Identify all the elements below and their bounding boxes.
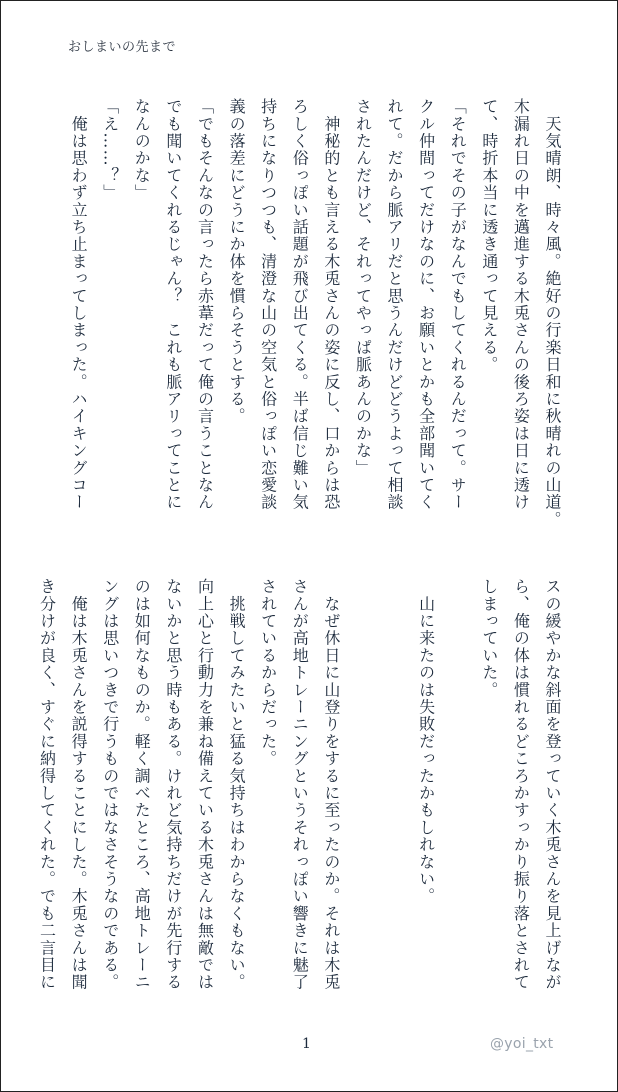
text-line	[347, 578, 379, 998]
text-line: 「え……？」	[100, 98, 120, 202]
text-line: き分けが良く、すぐに納得してくれた。でも二言目に	[37, 578, 57, 991]
text-line: れて。だから脈アリだと思うんだけどどうよって相談	[385, 98, 405, 511]
text-line: スの緩やかな斜面を登っていく木兎さんを見上げなが	[543, 578, 562, 991]
text-line: 持ちになりつつも、清澄な山の空気と俗っぽい恋愛談	[258, 98, 278, 511]
text-line: 俺は木兎さんを説得することにした。木兎さんは聞	[69, 578, 89, 991]
text-line: ングは思いつきで行うものではなさそうなのである。	[100, 578, 120, 991]
text-line: されたんだけど、それってやっぱ脈あんのかな」	[353, 98, 373, 477]
text-line: なんのかな」	[132, 98, 152, 202]
text-line: さんが高地トレーニングというそれっぽい響きに魅了	[290, 578, 310, 991]
text-line: 向上心と行動力を兼ね備えている木兎さんは無敵では	[195, 578, 215, 991]
text-line: されているからだった。	[258, 578, 278, 768]
text-line: クル仲間ってだけなのに、お願いとかも全部聞いてく	[416, 98, 436, 511]
body-text-lower	[31, 578, 568, 998]
text-line: 「それでその子がなんでもしてくれるんだって。サー	[448, 98, 468, 511]
text-line: 山に来たのは失敗だったかもしれない。	[416, 578, 436, 905]
text-line: 神秘的とも言える木兎さんの姿に反し、口からは恐	[321, 98, 341, 511]
body-text-upper	[63, 98, 569, 538]
text-line: ら、俺の体は慣れるどころかすっかり振り落とされて	[511, 578, 531, 991]
text-line: 義の落差にどうにか体を慣らそうとする。	[227, 98, 247, 425]
page-number: 1	[302, 1036, 311, 1052]
text-line: 挑戦してみたいと猛る気持ちはわからなくもない。	[227, 578, 247, 991]
text-line: でも聞いてくれるじゃん？ これも脈アリってことに	[163, 98, 183, 511]
text-line: ろしく俗っぽい話題が飛び出てくる。半ば信じ難い気	[290, 98, 310, 511]
text-line: ないかと思う時もある。けれど気持ちだけが先行する	[163, 578, 183, 991]
text-line	[378, 578, 410, 998]
author-credit: @yoi_txt	[490, 1036, 554, 1052]
text-line: 「でもそんなの言ったら赤葦だって俺の言うことなん	[195, 98, 215, 511]
text-line: のは如何なものか。軽く調べたところ、高地トレーニ	[132, 578, 152, 991]
text-line: 俺は思わず立ち止まってしまった。ハイキングコー	[69, 98, 89, 511]
text-line	[442, 578, 474, 998]
text-line: しまっていた。	[479, 578, 499, 699]
text-line: て、時折本当に透き通って見える。	[479, 98, 499, 374]
text-line: なぜ休日に山登りをするに至ったのか。それは木兎	[321, 578, 341, 991]
text-line: 天気晴朗、時々風。絶好の行楽日和に秋晴れの山道。	[543, 98, 562, 528]
running-title: おしまいの先まで	[68, 40, 177, 55]
text-line: 木漏れ日の中を邁進する木兎さんの後ろ姿は日に透け	[511, 98, 531, 511]
